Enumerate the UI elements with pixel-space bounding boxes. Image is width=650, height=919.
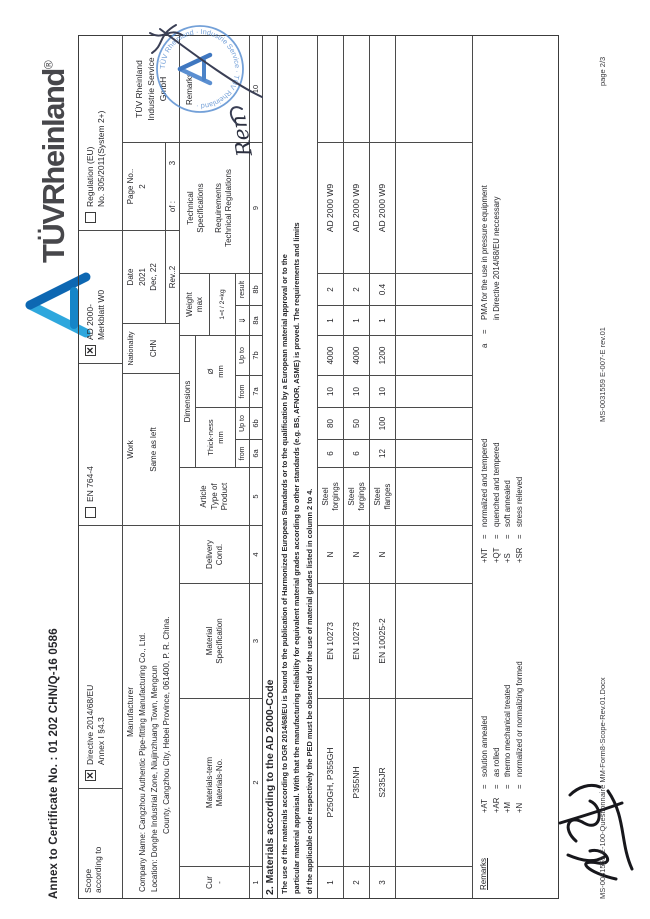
table-cell: 1	[318, 305, 344, 335]
table-cell: 2	[344, 866, 370, 898]
header-thick-upto: Up to	[236, 407, 250, 439]
table-cell: AD 2000 W9	[344, 142, 370, 273]
empty-cell	[396, 467, 473, 525]
table-cell: 10	[370, 375, 396, 407]
footer-page-number: page 2/3	[598, 56, 607, 86]
table-cell: 2	[344, 273, 370, 305]
manufacturer-cell: Manufacturer Company Name: Cangzhou Authentic Pipe-fitting Manufacturing Co., Ltd. Location: Donghe Industrial Zone, Niujinzhuang Town, Mengcun County, Cangzhou City, Hebei Province, 061400, P. R. China.	[123, 525, 180, 898]
table-cell: 100	[370, 407, 396, 439]
table-cell: 1	[370, 305, 396, 335]
empty-cell	[396, 407, 473, 439]
table-cell: 10	[318, 375, 344, 407]
colnum: 8a	[250, 305, 263, 335]
header-remarks: Remarks	[180, 36, 250, 142]
legend-label: Remarks	[479, 857, 488, 890]
certificate-annex-title: Annex to Certificate No. : 01 202 CHN/Q-16 0586	[48, 628, 60, 899]
table-cell: 80	[318, 407, 344, 439]
colnum: 3	[250, 583, 263, 698]
scope-label-cell: Scope according to	[79, 788, 123, 898]
table-cell: 1200	[370, 335, 396, 375]
option-regulation-eu: Regulation (EU) No. 305/2011(System 2+)	[79, 36, 123, 230]
footer-doc-ref: MS-0031559 E-007-E rev.01	[598, 327, 607, 422]
table-cell: EN 10273	[344, 583, 370, 698]
page-cell: Page No.. 2 of : 3	[123, 142, 180, 230]
header-delivery-cond: Delivery Cond.	[180, 525, 250, 583]
empty-cell	[396, 583, 473, 698]
stamp-ring-text: TÜV Rheinland · Industrie Service · TÜV Rheinland ·	[157, 27, 243, 112]
header-technical: Technical Specifications Requirements Technical Regulations	[180, 142, 250, 273]
table-cell: 4000	[344, 335, 370, 375]
inspection-stamp	[138, 11, 278, 161]
table-cell: S235JR	[370, 698, 396, 866]
checkbox-checked-icon: ×	[83, 772, 97, 780]
legend-row	[473, 36, 558, 898]
colnum: 6b	[250, 407, 263, 439]
empty-cell	[396, 36, 473, 142]
section-title: 2. Materials according to the AD 2000-Code	[263, 36, 278, 898]
header-weight-max: Weight max	[180, 273, 210, 335]
scope-table	[78, 35, 559, 899]
header-cur: Cur -	[180, 866, 250, 898]
table-cell: 0.4	[370, 273, 396, 305]
tuv-logo-wordmark	[36, 62, 72, 263]
table-cell: 1	[318, 866, 344, 898]
table-cell: 3	[370, 866, 396, 898]
table-cell: Steel flanges	[370, 467, 396, 525]
table-cell: N	[370, 525, 396, 583]
nationality-cell: Nationality CHN	[123, 323, 180, 373]
table-cell: N	[344, 525, 370, 583]
empty-cell	[396, 439, 473, 467]
empty-cell	[396, 335, 473, 375]
table-cell: P355NH	[344, 698, 370, 866]
table-cell	[370, 36, 396, 142]
checkbox-unchecked-icon	[85, 212, 96, 223]
table-cell: EN 10025-2	[370, 583, 396, 698]
colnum: 1	[250, 866, 263, 898]
legend-group-2: +NT=normalized and tempered +QT=quenched and tempered +S=soft annealed +SR=stress relieved	[480, 438, 524, 563]
header-weight-unit: 1=t / 2=kg	[210, 273, 236, 335]
table-cell	[318, 36, 344, 142]
legend-group-1: +AT=solution annealed +AR=as rolled +M=thermo mechanical treated +N=normalized or normalizing formed	[480, 661, 524, 813]
work-cell: Work Same as left	[123, 373, 180, 525]
header-weight-result: result	[236, 273, 250, 305]
stamp-triangle-icon	[180, 55, 210, 83]
empty-cell	[396, 273, 473, 305]
table-cell	[344, 36, 370, 142]
empty-cell	[396, 375, 473, 407]
table-cell: 6	[344, 439, 370, 467]
header-dimensions: Dimensions	[180, 335, 196, 467]
table-cell: 6	[318, 439, 344, 467]
empty-cell	[396, 142, 473, 273]
header-dia-from: from	[236, 375, 250, 407]
colnum: 5	[250, 467, 263, 525]
colnum: 7a	[250, 375, 263, 407]
logo-text: TÜVRheinland	[36, 69, 71, 263]
empty-cell	[396, 305, 473, 335]
colnum: 8b	[250, 273, 263, 305]
header-diameter: Ø mm	[196, 335, 236, 407]
colnum: 4	[250, 525, 263, 583]
checkbox-checked-icon: ×	[83, 347, 97, 355]
table-cell: EN 10273	[318, 583, 344, 698]
checkbox-unchecked-icon	[85, 507, 96, 518]
table-cell: 4000	[318, 335, 344, 375]
header-thickness: Thick-ness mm	[196, 407, 236, 467]
legend-group-3: a=PMA for the use in pressure equipment in Directive 2014/68/EU neccessary	[480, 185, 501, 348]
colnum: 6a	[250, 439, 263, 467]
option-en764: EN 764-4	[79, 363, 123, 525]
header-article-type: Article Type of Product	[180, 467, 250, 525]
table-cell: 1	[344, 305, 370, 335]
colnum: 10	[250, 36, 263, 142]
date-cell: Date 2021 Dec, 22 Rev..2	[123, 230, 180, 323]
registered-mark: ®	[41, 61, 56, 70]
table-cell: P250GH, P355GH	[318, 698, 344, 866]
svg-text:TÜV Rheinland · Industrie Serv	[158, 27, 242, 111]
option-directive: × Directive 2014/68/EU Annex I §4.3	[79, 525, 123, 788]
header-weight-arrow: ⇓	[236, 305, 250, 335]
table-cell: 2	[318, 273, 344, 305]
table-cell: AD 2000 W9	[318, 142, 344, 273]
table-cell: 10	[344, 375, 370, 407]
table-cell: N	[318, 525, 344, 583]
header-materials-term: Materials-term Materials-No.	[180, 698, 250, 866]
table-cell: Steel forgings	[344, 467, 370, 525]
empty-cell	[396, 866, 473, 898]
certifier-org-cell: TÜV Rheinland Industrie Service GmbH	[123, 36, 180, 142]
option-ad2000: × AD 2000- Merkblatt W0	[79, 230, 123, 363]
colnum: 7b	[250, 335, 263, 375]
header-dia-upto: Up to	[236, 335, 250, 375]
empty-cell	[396, 698, 473, 866]
table-cell: 50	[344, 407, 370, 439]
colnum: 9	[250, 142, 263, 273]
header-material-spec: Material Specification	[180, 583, 250, 698]
empty-cell	[396, 525, 473, 583]
table-cell: AD 2000 W9	[370, 142, 396, 273]
table-cell: Steel forgings	[318, 467, 344, 525]
handwritten-initials: Ren	[226, 113, 257, 159]
table-cell: 12	[370, 439, 396, 467]
footer-form-ref: MS-0031559 E-100-Questionnaire MM-Form8-Scope-Rev.01.Docx	[598, 677, 607, 899]
colnum: 2	[250, 698, 263, 866]
header-thick-from: from	[236, 439, 250, 467]
materials-note: The use of the materials according to DGR 2014/68/EU is bound to the publication of Harmonized European Standards or to the qualification by a European material approval or to the particular material appraisal. With that the manufacturing reliability for equivalent material grades according to other standards (e.g. BS, AFNOR, ASME) is proved. The requirements and limits of the applicable code respectively the PED must be observed for the use of material grades listed in column 2 to 4.	[278, 36, 318, 898]
